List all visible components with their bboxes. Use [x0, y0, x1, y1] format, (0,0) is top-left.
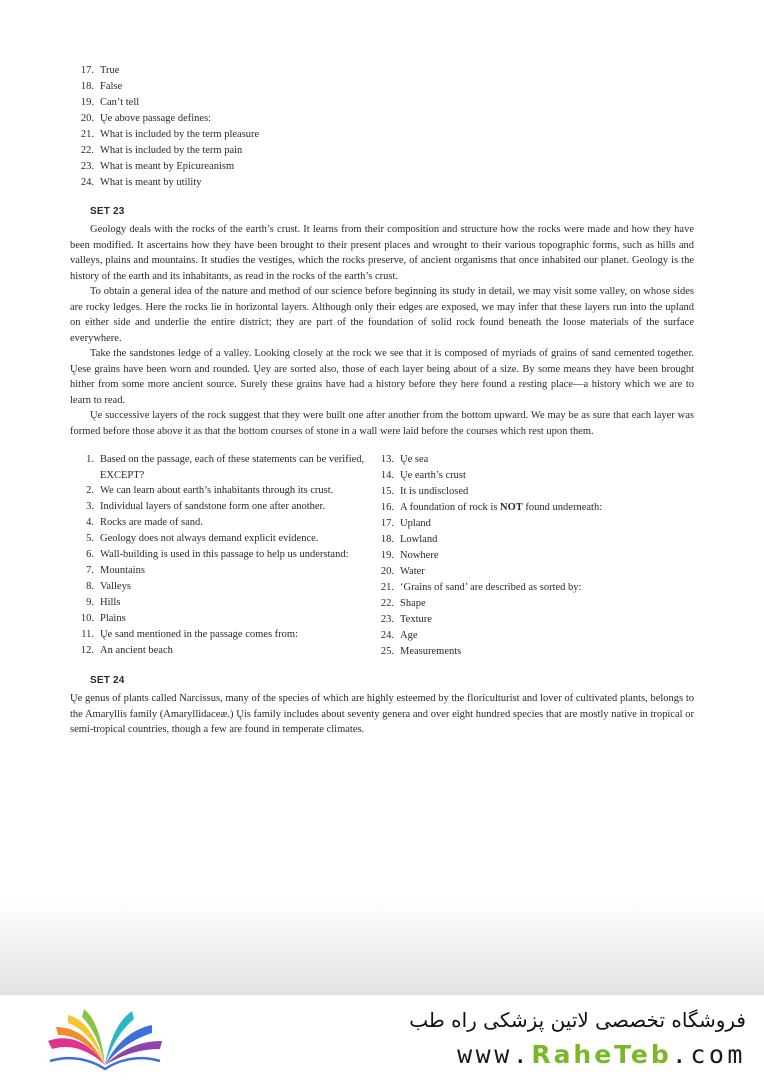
- question-item: 19. Nowhere: [380, 550, 439, 561]
- question-item: 16. A foundation of rock is NOT found underneath:: [380, 502, 603, 513]
- set-24-heading: SET 24: [90, 675, 125, 686]
- question-item: 6. Wall-building is used in this passage to help us understand:: [86, 549, 349, 560]
- question-item: 12. An ancient beach: [80, 645, 173, 656]
- page-content: [70, 63, 694, 738]
- passage-paragraph: Take the sandstones ledge of a valley. Looking closely at the rock we see that it is composed of myriads of grains of sand cemented together. Ųese grains have been worn and rounded. Ųey are sorted also, those of each layer being about of a size. By some means they have been brought hither from some more ancient source. Surely these grains have had a history before they here found a resting place—a history which we are to learn to read.: [70, 348, 694, 406]
- list-item: 19. Can’t tell: [80, 97, 140, 108]
- list-item: 18. False: [80, 81, 123, 92]
- list-item: 20. Ųe above passage defines:: [80, 113, 212, 124]
- set-23-heading: SET 23: [90, 206, 125, 217]
- questions-left-column: [70, 452, 370, 660]
- shop-name: فروشگاه تخصصی لاتین پزشکی راه طب: [409, 1008, 746, 1032]
- list-item: 17. True: [80, 65, 120, 76]
- question-item: 25. Measurements: [380, 646, 462, 657]
- site-brand: RaheTeb: [531, 1040, 672, 1069]
- question-item: 11. Ųe sand mentioned in the passage comes from:: [81, 629, 298, 640]
- question-item: 13. Ųe sea: [380, 454, 429, 465]
- question-item: 4. Rocks are made of sand.: [86, 517, 203, 528]
- question-item: 18. Lowland: [380, 534, 438, 545]
- question-item: 22. Shape: [380, 598, 426, 609]
- question-columns: [70, 452, 694, 660]
- question-item: 10. Plains: [80, 613, 126, 624]
- question-item: 9. Hills: [86, 597, 121, 608]
- page-bottom-shadow: [0, 900, 764, 995]
- website-url: www.RaheTeb.com: [457, 1040, 746, 1069]
- question-item: 21. ‘Grains of sand’ are described as sorted by:: [380, 582, 582, 593]
- emphasis-not: NOT: [500, 502, 523, 513]
- list-item: 23. What is meant by Epicureanism: [80, 161, 235, 172]
- question-item: 3. Individual layers of sandstone form one after another.: [86, 501, 326, 512]
- question-item: 7. Mountains: [86, 565, 145, 576]
- question-item: 24. Age: [380, 630, 418, 641]
- question-item: 14. Ųe earth’s crust: [380, 470, 466, 481]
- questions-right-column: [370, 452, 660, 660]
- watermark-footer: [0, 995, 764, 1080]
- passage-paragraph: Ųe successive layers of the rock suggest that they were built one after another from the bottom upward. We may be as sure that each layer was formed before those above it as that the bottom courses of stone in a wall were laid before the courses which rest upon them.: [70, 410, 694, 437]
- question-item: 2. We can learn about earth’s inhabitants through its crust.: [86, 485, 334, 496]
- list-item: 21. What is included by the term pleasure: [80, 129, 260, 140]
- question-item: 1. Based on the passage, each of these statements can be verified, EXCEPT?: [86, 454, 365, 481]
- open-book-logo-icon: [40, 1003, 170, 1073]
- passage-paragraph: To obtain a general idea of the nature and method of our science before beginning its study in detail, we may visit some valley, on whose sides are rocky ledges. Here the rocks lie in horizontal layers. Although only their edges are exposed, we may infer that these layers run into the upland on either side and underlie the entire district; they are part of the foundation of solid rock found beneath the loose materials of the surface everywhere.: [70, 286, 694, 344]
- previous-set-question-list: [70, 63, 694, 191]
- question-item: 15. It is undisclosed: [380, 486, 469, 497]
- list-item: 24. What is meant by utility: [80, 177, 202, 188]
- question-item: 23. Texture: [380, 614, 432, 625]
- passage-paragraph: Geology deals with the rocks of the earth’s crust. It learns from their composition and structure how the rocks were made and how they have been modified. It ascertains how they have been brought to their present places and wrought to their various topographic forms, such as hills and valleys, plains and mountains. It studies the vestiges, which the rocks preserve, of ancient organisms that once inhabited our planet. Geology is the history of the earth and its inhabitants, as read in the rocks of the earth’s crust.: [70, 224, 694, 282]
- question-item: 17. Upland: [380, 518, 431, 529]
- question-item: 8. Valleys: [86, 581, 131, 592]
- question-item: 20. Water: [380, 566, 425, 577]
- list-item: 22. What is included by the term pain: [80, 145, 243, 156]
- passage-paragraph: Ųe genus of plants called Narcissus, many of the species of which are highly esteemed by the floriculturist and lover of cultivated plants, belongs to the Amaryllis family (Amaryllidaceæ.) Ųis family includes about seventy genera and over eight hundred species that are mostly native in tropical or semi-tropical countries, though a few are found in temperate climates.: [70, 693, 694, 735]
- question-item: 5. Geology does not always demand explicit evidence.: [86, 533, 319, 544]
